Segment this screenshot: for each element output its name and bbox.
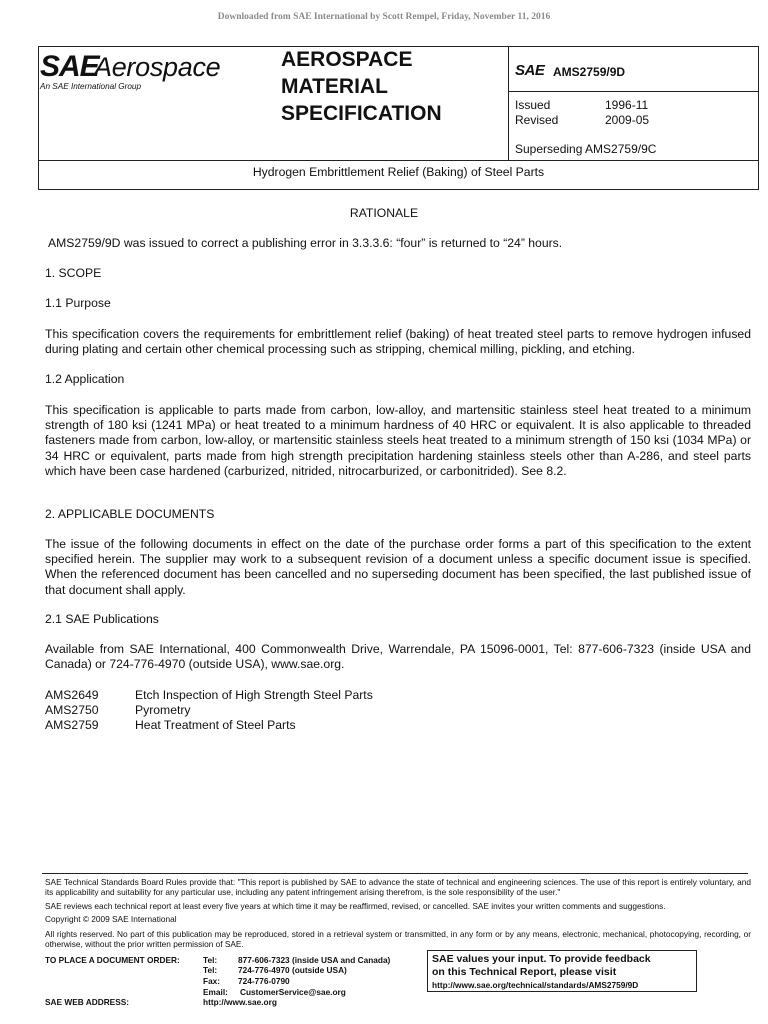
reference-code: AMS2750 (45, 703, 99, 717)
reference-title: Heat Treatment of Steel Parts (135, 718, 296, 732)
section-1-2-heading: 1.2 Application (45, 372, 125, 386)
tel2-value: 724-776-4970 (outside USA) (238, 965, 347, 975)
web-link[interactable]: http://www.sae.org (203, 997, 277, 1007)
sae-small-logo: SAE (515, 62, 545, 79)
rationale-heading: RATIONALE (349, 206, 419, 220)
reference-code: AMS2759 (45, 718, 99, 732)
tel-label: Tel: (203, 955, 218, 965)
reference-title: Etch Inspection of High Strength Steel Parts (135, 688, 373, 702)
spec-title-line: MATERIAL (281, 75, 388, 98)
reference-code: AMS2649 (45, 688, 99, 702)
section-1-1-heading: 1.1 Purpose (45, 296, 111, 310)
order-label: TO PLACE A DOCUMENT ORDER: (45, 955, 180, 965)
sae-logo: SAE (40, 50, 99, 83)
fax-value: 724-776-0790 (238, 976, 290, 986)
superseding-note: Superseding AMS2759/9C (515, 142, 657, 156)
rules-text: SAE Technical Standards Board Rules provide that: "This report is published by SAE to advance the state of technical and engineering sciences. The use of this report is entirely voluntary, and its applicability and suitability for any particular use, including any patent infringement arising therefrom, is the sole responsibility of the user." (45, 877, 751, 897)
doc-number-divider (508, 91, 759, 92)
header-divider-vertical (508, 46, 509, 161)
section-1-heading: 1. SCOPE (45, 266, 102, 280)
header-divider-horizontal (38, 160, 759, 161)
rights-text: All rights reserved. No part of this publication may be reproduced, stored in a retrieval system or transmitted, in any form or by any means, electronic, mechanical, photocopying, recording, or otherwise, without the prior written permission of SAE. (45, 929, 751, 949)
email-value[interactable]: CustomerService@sae.org (240, 987, 346, 997)
web-label: SAE WEB ADDRESS: (45, 997, 130, 1007)
spec-title-line: SPECIFICATION (281, 102, 442, 125)
tel-value: 877-606-7323 (inside USA and Canada) (238, 955, 391, 965)
feedback-box (427, 950, 697, 992)
fax-label: Fax: (203, 976, 221, 986)
copyright: Copyright © 2009 SAE International (45, 914, 177, 924)
feedback-line: on this Technical Report, please visit (432, 966, 617, 978)
revised-label: Revised (515, 113, 559, 127)
issued-value: 1996-11 (605, 98, 649, 112)
tel2-label: Tel: (203, 965, 218, 975)
section-2-1-text: Available from SAE International, 400 Commonwealth Drive, Warrendale, PA 15096-0001, Tel: 877-606-7323 (inside USA and Canada) or 724-776-4970 (outside USA), www.sae.org. (45, 642, 751, 672)
download-note: Downloaded from SAE International by Scott Rempel, Friday, November 11, 2016 (217, 12, 551, 22)
document-subtitle: Hydrogen Embrittlement Relief (Baking) of Steel Parts (252, 165, 545, 179)
section-1-1-text: This specification covers the requirements for embrittlement relief (baking) of heat treated steel parts to remove hydrogen infused during plating and certain other chemical processing such as stripping, chemical milling, pickling, and etching. (45, 327, 751, 357)
section-2-heading: 2. APPLICABLE DOCUMENTS (45, 507, 215, 521)
revised-value: 2009-05 (605, 113, 650, 127)
feedback-url[interactable]: http://www.sae.org/technical/standards/AMS2759/9D (432, 980, 639, 990)
section-2-1-heading: 2.1 SAE Publications (45, 612, 159, 626)
review-text: SAE reviews each technical report at least every five years at which time it may be reaffirmed, revised, or cancelled. SAE invites your written comments and suggestions. (45, 901, 666, 911)
spec-title-line: AEROSPACE (281, 48, 413, 71)
spec-title (281, 46, 442, 127)
reference-title: Pyrometry (135, 703, 191, 717)
aerospace-logo-text: Aerospace (94, 52, 221, 82)
email-label: Email: (203, 987, 228, 997)
logo-tagline: An SAE International Group (40, 82, 142, 91)
document-number: AMS2759/9D (553, 65, 626, 79)
footer-rule (42, 873, 748, 874)
rationale-text: AMS2759/9D was issued to correct a publishing error in 3.3.3.6: “four” is returned to “24” hours. (48, 236, 563, 250)
issued-label: Issued (515, 98, 551, 112)
feedback-line: SAE values your input. To provide feedback (432, 953, 651, 965)
section-1-2-text: This specification is applicable to parts made from carbon, low-alloy, and martensitic stainless steel heat treated to a minimum strength of 180 ksi (1241 MPa) or heat treated to a minimum hardness of 40 HRC or equivalent. It is also applicable to threaded fasteners made from carbon, low-alloy, or martensitic stainless steels heat treated to a minimum strength of 150 ksi (1034 MPa) or 34 HRC or equivalent, parts made from high strength precipitation hardening stainless steels other than A-286, and steel parts which have been case hardened (carburized, nitrided, nitrocarburized, or carbonitrided). See 8.2. (45, 403, 751, 478)
section-2-text: The issue of the following documents in effect on the date of the purchase order forms a part of this specification to the extent specified herein. The supplier may work to a subsequent revision of a document unless a specific document issue is specified. When the referenced document has been cancelled and no superseding document has been specified, the last published issue of that document shall apply. (45, 537, 751, 597)
